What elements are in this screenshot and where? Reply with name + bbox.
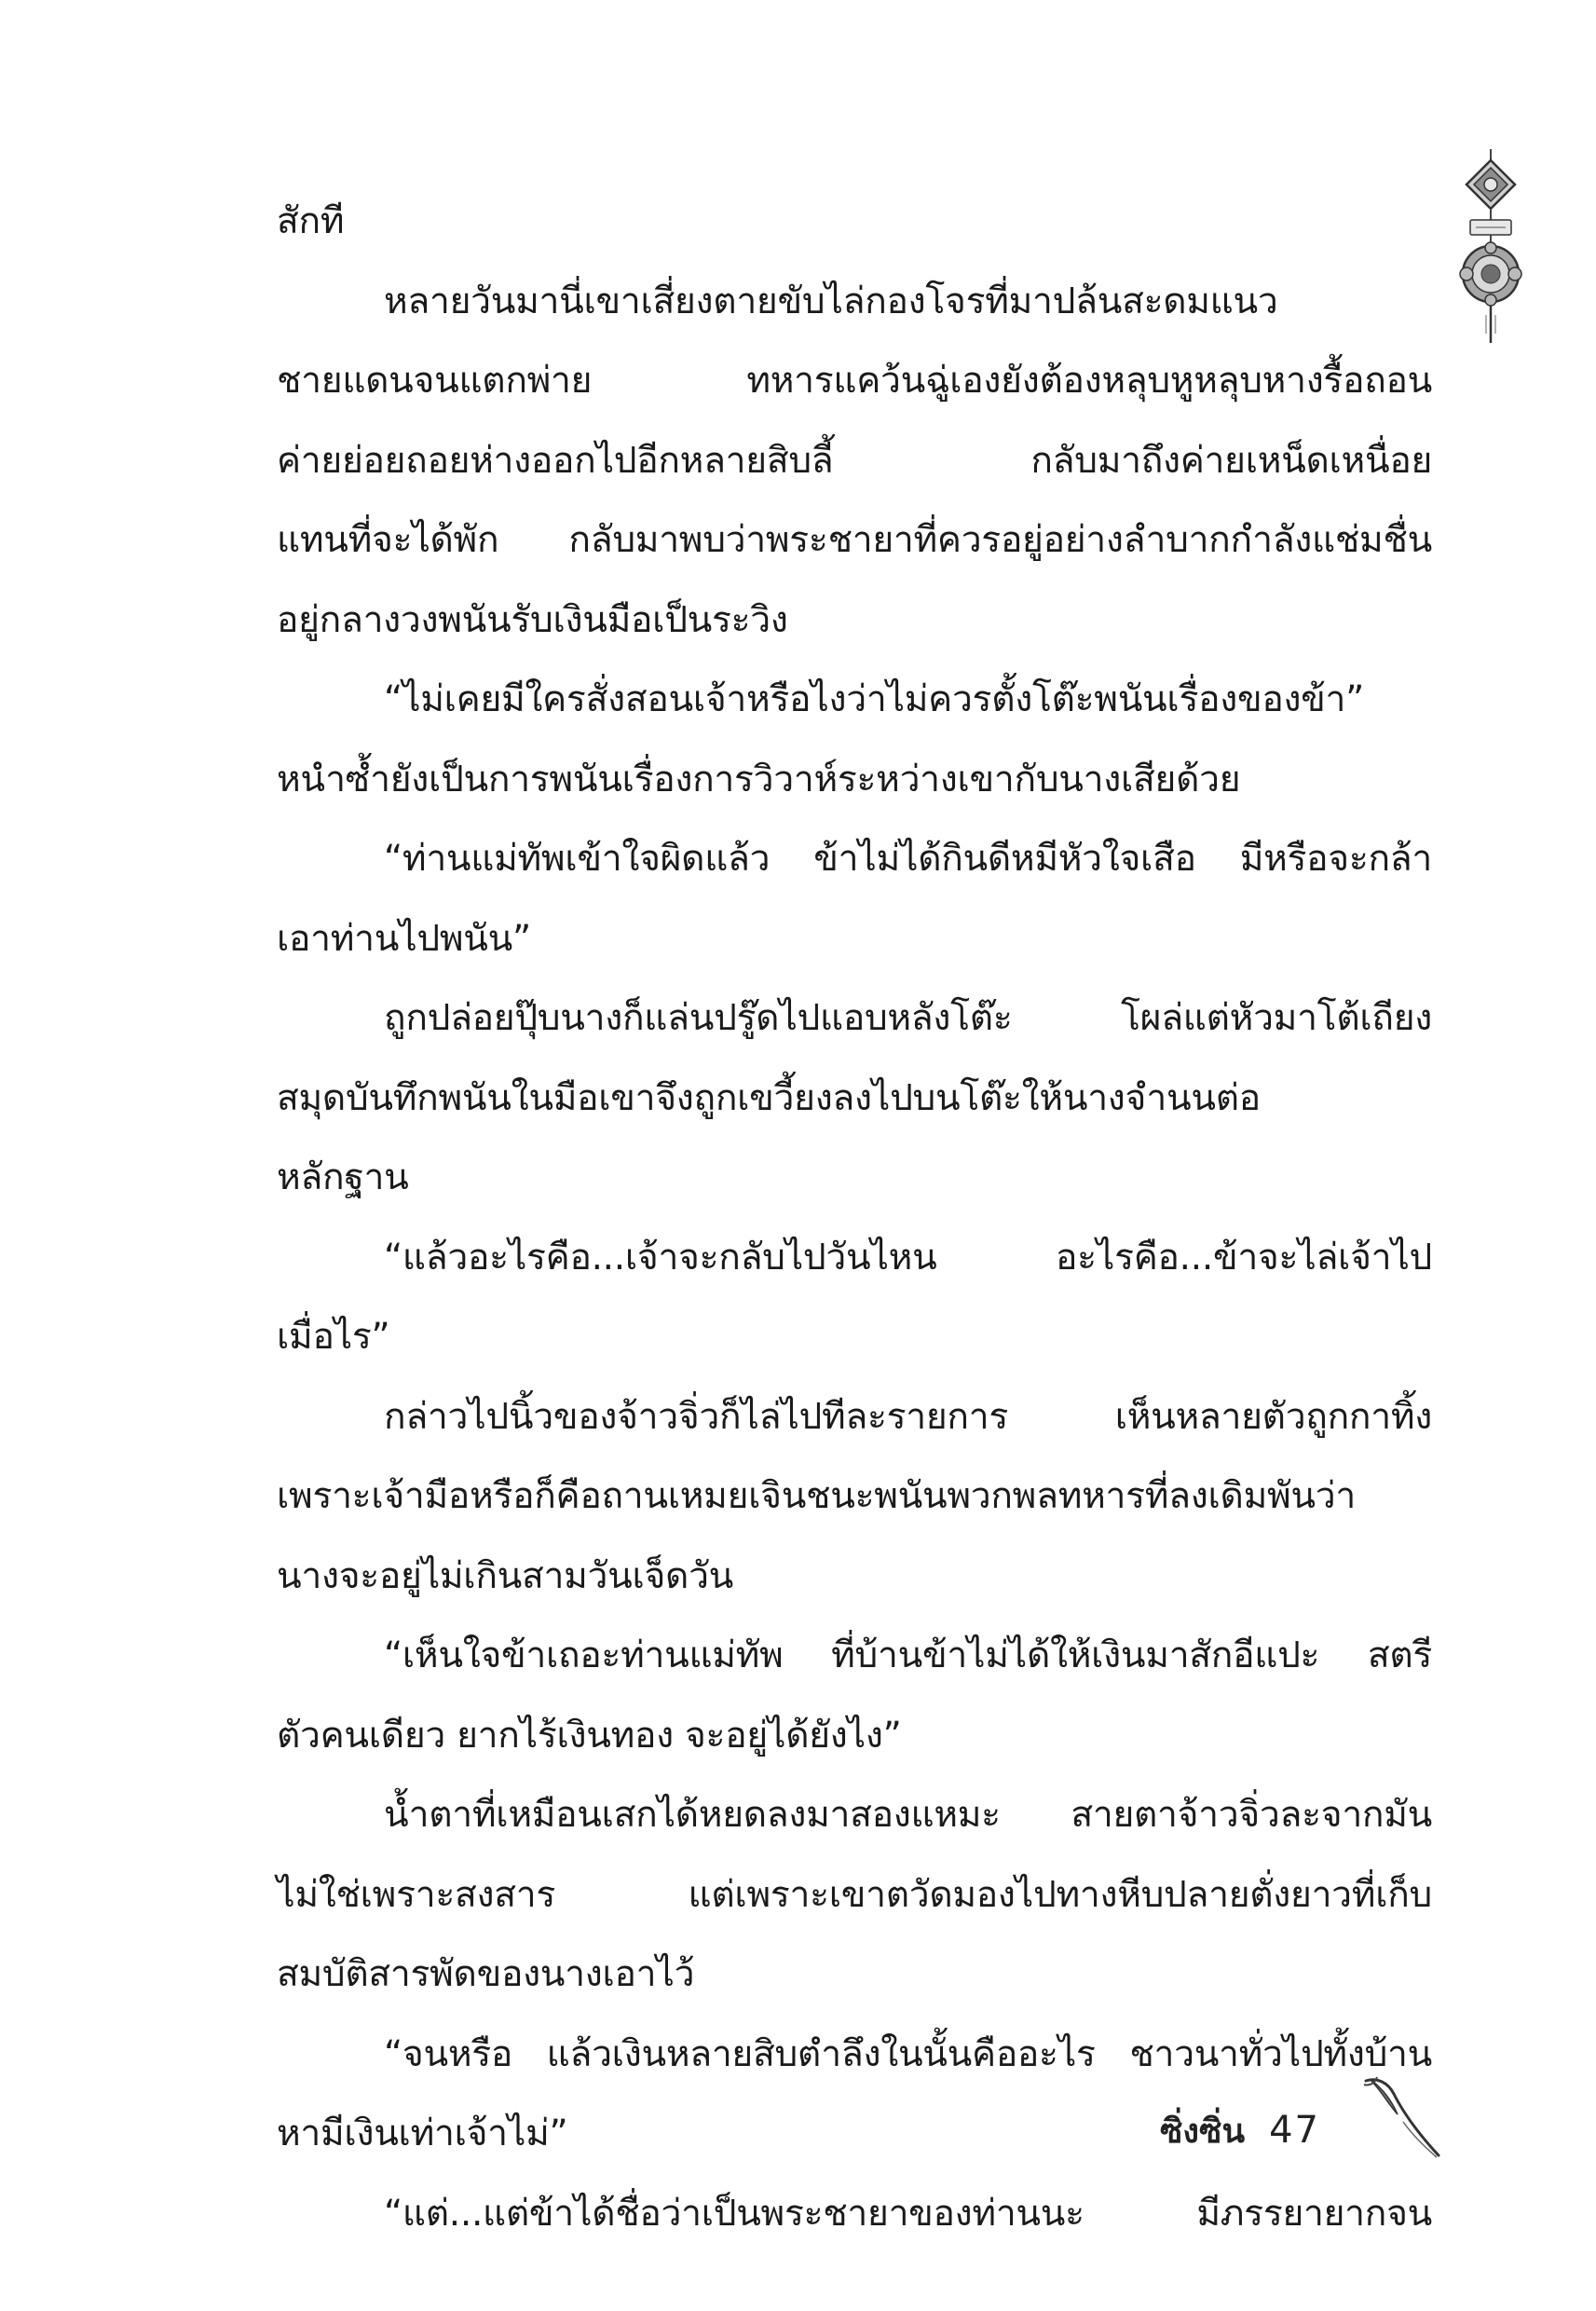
text-line: “แต่...แต่ข้าได้ชื่อว่าเป็นพระชายาของท่านนะ มีภรรยายากจน bbox=[384, 2192, 1432, 2235]
text-line: “ท่านแม่ทัพเข้าใจผิดแล้ว ข้าไม่ได้กินดีหมีหัวใจเสือ มีหรือจะกล้า bbox=[384, 838, 1432, 880]
page-number: 47 bbox=[1269, 2109, 1320, 2152]
text-line: “เห็นใจข้าเถอะท่านแม่ทัพ ที่บ้านข้าไม่ได้ให้เงินมาสักอีแปะ สตรี bbox=[384, 1634, 1432, 1676]
text-line: หลักฐาน bbox=[277, 1156, 409, 1198]
text-line: ตัวคนเดียว ยากไร้เงินทอง จะอยู่ได้ยังไง” bbox=[277, 1714, 902, 1757]
text-line: ไม่ใช่เพราะสงสาร แต่เพราะเขาตวัดมองไปทางหีบปลายตั่งยาวที่เก็บ bbox=[277, 1873, 1432, 1916]
page-footer bbox=[1160, 2104, 1320, 2157]
text-line: สมบัติสารพัดของนางเอาไว้ bbox=[277, 1953, 695, 1995]
quill-icon bbox=[1360, 2073, 1444, 2162]
text-line: สักที bbox=[277, 200, 345, 242]
text-line: หลายวันมานี่เขาเสี่ยงตายขับไล่กองโจรที่มาปล้นสะดมแนว bbox=[384, 280, 1278, 322]
text-line: กล่าวไปนิ้วของจ้าวจิ่วก็ไล่ไปทีละรายการ เห็นหลายตัวถูกกาทิ้ง bbox=[384, 1395, 1432, 1438]
text-line: “แล้วอะไรคือ...เจ้าจะกลับไปวันไหน อะไรคือ...ข้าจะไล่เจ้าไป bbox=[384, 1236, 1432, 1279]
text-line: เพราะเจ้ามือหรือก็คือถานเหมยเจินชนะพนันพวกพลทหารที่ลงเดิมพันว่า bbox=[277, 1475, 1356, 1517]
running-title: ซิ่งซิ่น bbox=[1160, 2112, 1246, 2151]
text-line: ชายแดนจนแตกพ่าย ทหารแคว้นฉู่เองยังต้องหลุบหูหลุบหางรื้อถอน bbox=[277, 360, 1432, 402]
text-line: เอาท่านไปพนัน” bbox=[277, 917, 531, 960]
text-line: ค่ายย่อยถอยห่างออกไปอีกหลายสิบลี้ กลับมาถึงค่ายเหน็ดเหนื่อย bbox=[277, 439, 1432, 482]
text-line: หามีเงินเท่าเจ้าไม่” bbox=[277, 2113, 568, 2154]
text-line: สมุดบันทึกพนันในมือเขาจึงถูกเขวี้ยงลงไปบนโต๊ะให้นางจำนนต่อ bbox=[277, 1076, 1261, 1119]
text-line: “จนหรือ แล้วเงินหลายสิบตำลึงในนั้นคืออะไร ชาวนาทั่วไปทั้งบ้าน bbox=[384, 2032, 1432, 2075]
text-line: “ไม่เคยมีใครสั่งสอนเจ้าหรือไงว่าไม่ควรตั้งโต๊ะพนันเรื่องของข้า” bbox=[384, 678, 1365, 720]
text-line: แทนที่จะได้พัก กลับมาพบว่าพระชายาที่ควรอยู่อย่างลำบากกำลังแช่มชื่น bbox=[277, 519, 1432, 561]
body-text bbox=[277, 182, 1432, 2253]
text-line: ถูกปล่อยปุ๊บนางก็แล่นปรู๊ดไปแอบหลังโต๊ะ โผล่แต่หัวมาโต้เถียง bbox=[384, 997, 1432, 1039]
text-line: นางจะอยู่ไม่เกินสามวันเจ็ดวัน bbox=[277, 1554, 734, 1597]
text-line: อยู่กลางวงพนันรับเงินมือเป็นระวิง bbox=[277, 598, 788, 641]
text-line: เมื่อไร” bbox=[277, 1316, 390, 1358]
text-line: หนำซ้ำยังเป็นการพนันเรื่องการวิวาห์ระหว่างเขากับนางเสียด้วย bbox=[277, 758, 1241, 800]
chinese-knot-ornament-icon bbox=[1453, 149, 1528, 345]
text-line: น้ำตาที่เหมือนเสกได้หยดลงมาสองแหมะ สายตาจ้าวจิ่วละจากมัน bbox=[384, 1794, 1432, 1836]
